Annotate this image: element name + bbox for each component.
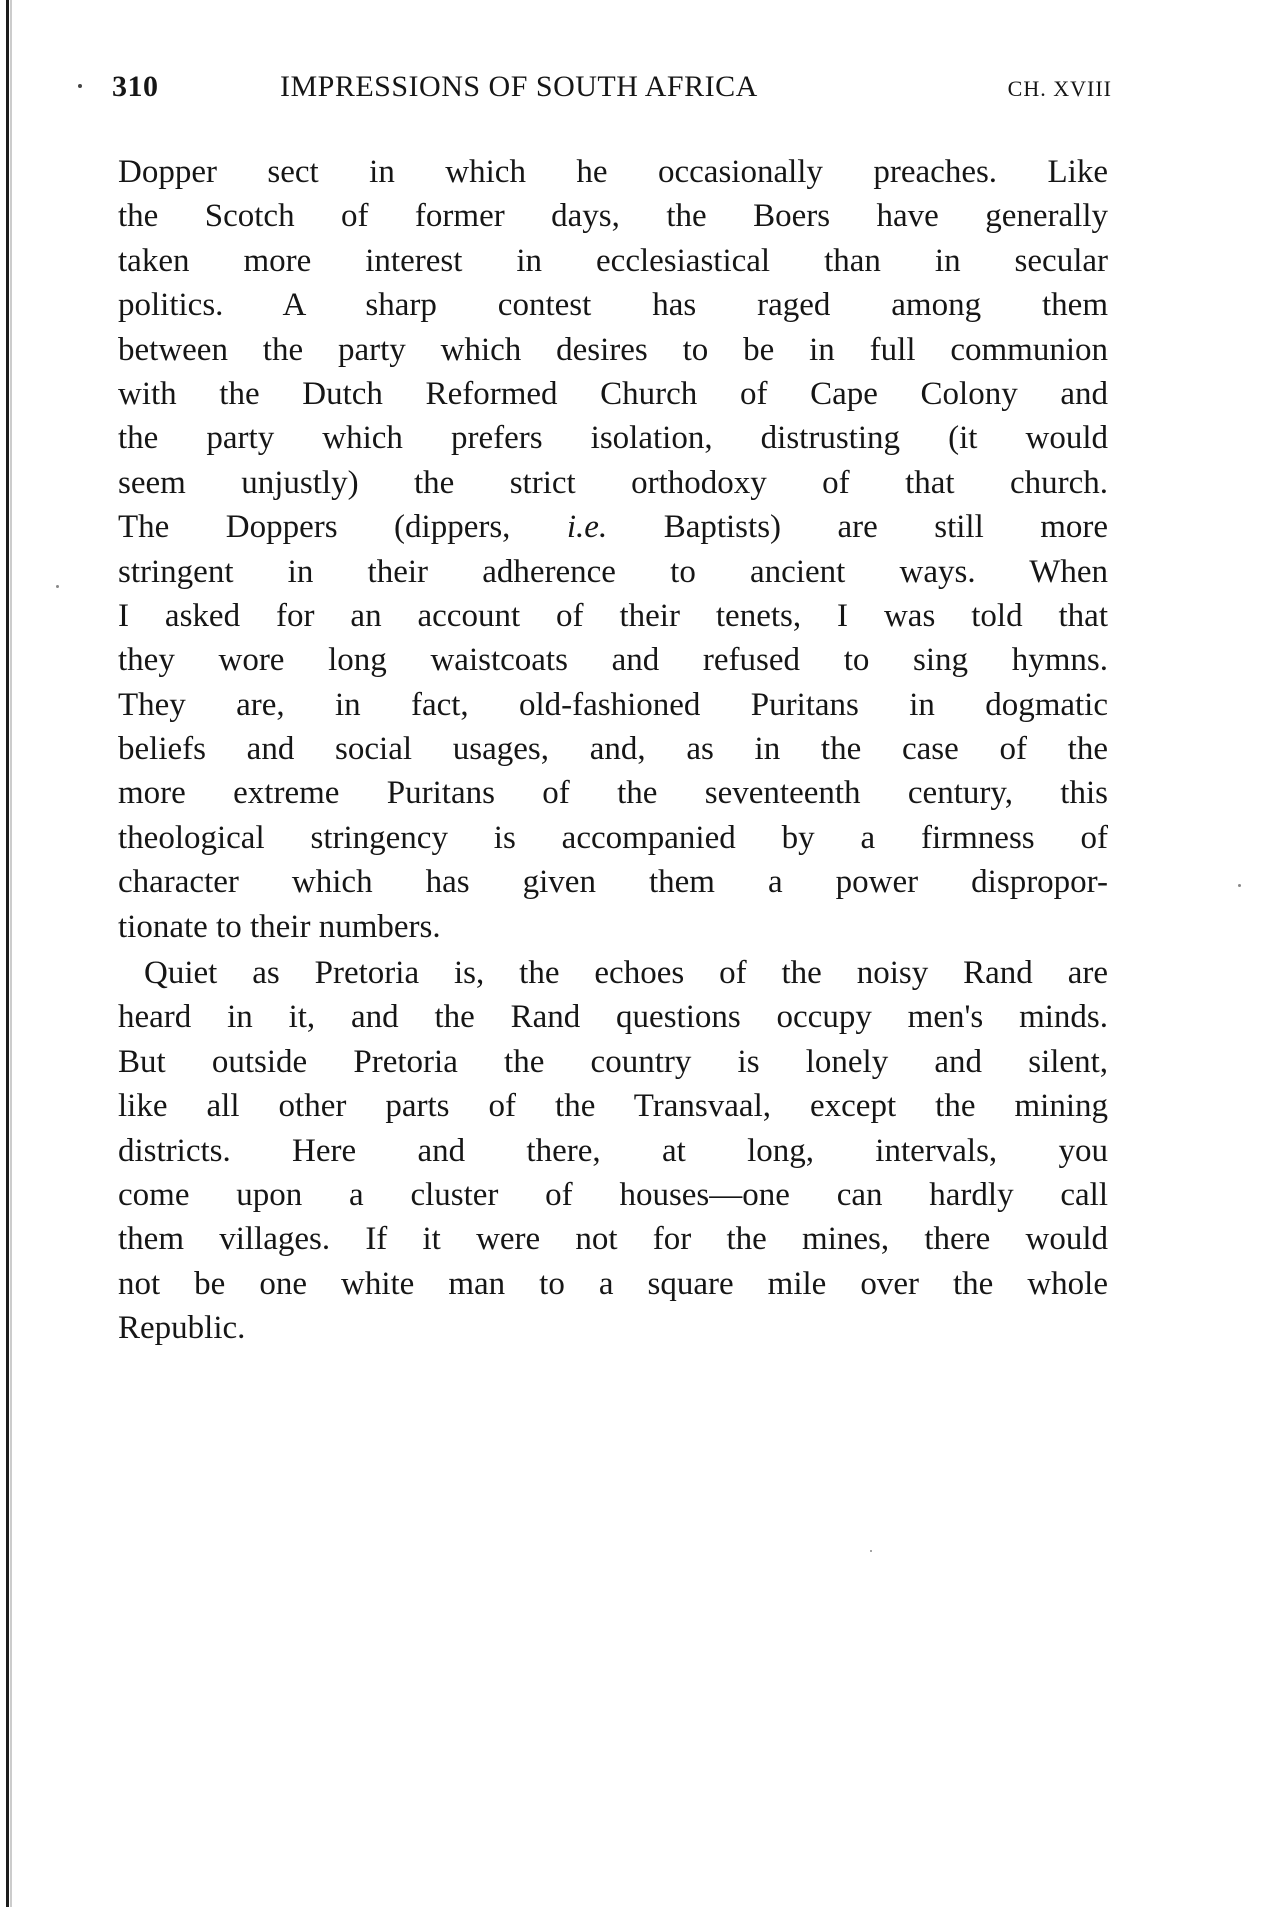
margin-dot <box>78 84 82 88</box>
book-title: IMPRESSIONS OF SOUTH AFRICA <box>280 70 758 103</box>
text-line: the party which prefers isolation, distrusting (it would <box>118 420 1108 457</box>
running-head <box>112 70 1112 110</box>
text-line: tionate to their numbers. <box>118 908 441 945</box>
text-line: them villages. If it were not for the mines, there would <box>118 1221 1108 1258</box>
paragraph-1 <box>118 150 1108 949</box>
binding-edge-shadow <box>10 0 12 1907</box>
italic-abbreviation: i.e. <box>566 509 608 546</box>
text-line: politics. A sharp contest has raged among them <box>118 287 1108 324</box>
text-line: Dopper sect in which he occasionally preaches. Like <box>118 154 1108 190</box>
text-segment: The Doppers (dippers, <box>118 509 511 546</box>
text-line: stringent in their adherence to ancient ways. When <box>118 553 1108 590</box>
text-line: come upon a cluster of houses—one can hardly call <box>118 1176 1108 1213</box>
text-line: Quiet as Pretoria is, the echoes of the noisy Rand are <box>144 955 1108 992</box>
chapter-label: CH. XVIII <box>1007 76 1112 101</box>
text-line: theological stringency is accompanied by a firmness of <box>118 819 1108 856</box>
paper-speck <box>56 585 59 588</box>
text-line: districts. Here and there, at long, intervals, you <box>118 1132 1108 1169</box>
text-line: between the party which desires to be in full communion <box>118 331 1108 368</box>
text-line: seem unjustly) the strict orthodoxy of that church. <box>118 464 1108 501</box>
paper-speck <box>870 1550 872 1552</box>
text-line: But outside Pretoria the country is lonely and silent, <box>118 1043 1108 1080</box>
paragraph-2 <box>118 951 1108 1351</box>
text-line: with the Dutch Reformed Church of Cape Colony and <box>118 375 1108 412</box>
text-line: Republic. <box>118 1310 246 1347</box>
text-line: not be one white man to a square mile over the whole <box>118 1265 1108 1302</box>
text-line: taken more interest in ecclesiastical than in secular <box>118 242 1108 279</box>
body-text <box>118 150 1108 1351</box>
text-line: character which has given them a power dispropor- <box>118 864 1108 901</box>
text-line: I asked for an account of their tenets, I was told that <box>118 597 1108 634</box>
text-line-with-italic <box>118 505 1108 549</box>
text-line: they wore long waistcoats and refused to sing hymns. <box>118 642 1108 679</box>
page-number: 310 <box>112 70 159 103</box>
text-segment: Baptists) are still more <box>663 509 1109 546</box>
text-line: more extreme Puritans of the seventeenth century, this <box>118 775 1108 812</box>
paper-speck <box>1238 884 1241 887</box>
text-line: heard in it, and the Rand questions occupy men's minds. <box>118 999 1108 1036</box>
text-line: like all other parts of the Transvaal, except the mining <box>118 1088 1108 1125</box>
binding-edge <box>6 0 9 1907</box>
text-line: They are, in fact, old-fashioned Puritans in dogmatic <box>118 686 1108 723</box>
text-line: beliefs and social usages, and, as in the case of the <box>118 731 1108 768</box>
text-line: the Scotch of former days, the Boers have generally <box>118 198 1108 235</box>
